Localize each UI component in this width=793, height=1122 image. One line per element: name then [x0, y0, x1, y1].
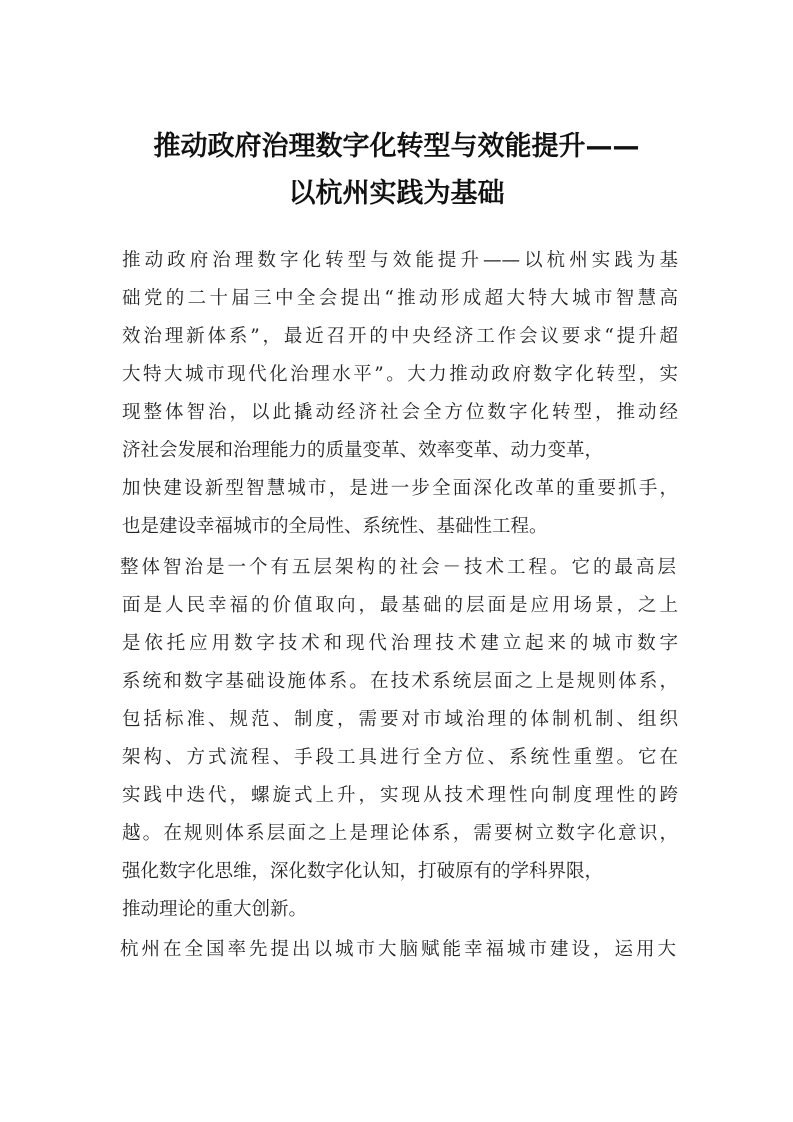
body-line: 推动政府治理数字化转型与效能提升——以杭州实践为基: [122, 250, 678, 271]
body-line: 越。在规则体系层面之上是理论体系，需要树立数字化意识，: [122, 823, 678, 844]
body-line: 系统和数字基础设施体系。在技术系统层面之上是规则体系，: [122, 671, 678, 692]
body-line: 也是建设幸福城市的全局性、系统性、基础性工程。: [122, 516, 548, 537]
body-line: 实践中迭代，螺旋式上升，实现从技术理性向制度理性的跨: [122, 785, 678, 806]
body-line: 杭州在全国率先提出以城市大脑赋能幸福城市建设，运用大: [120, 939, 676, 960]
body-line: 础党的二十届三中全会提出“推动形成超大特大城市智慧高: [122, 288, 678, 309]
body-line: 推动理论的重大创新。: [122, 899, 308, 920]
body-line: 加快建设新型智慧城市，是进一步全面深化改革的重要抓手，: [122, 478, 678, 499]
body-line: 面是人民幸福的价值取向，最基础的层面是应用场景，之上: [122, 595, 678, 616]
body-line: 包括标准、规范、制度，需要对市域治理的体制机制、组织: [122, 709, 678, 730]
body-line: 强化数字化思维，深化数字化认知，打破原有的学科界限，: [122, 861, 604, 882]
document-title-line-2: 以杭州实践为基础: [288, 178, 505, 209]
body-line: 架构、方式流程、手段工具进行全方位、系统性重塑。它在: [122, 747, 678, 768]
body-line: 效治理新体系”，最近召开的中央经济工作会议要求“提升超: [122, 326, 678, 347]
body-line: 是依托应用数字技术和现代治理技术建立起来的城市数字: [122, 633, 678, 654]
body-line: 济社会发展和治理能力的质量变革、效率变革、动力变革，: [122, 440, 604, 461]
body-line: 整体智治是一个有五层架构的社会－技术工程。它的最高层: [120, 557, 676, 578]
body-line: 大特大城市现代化治理水平”。大力推动政府数字化转型，实: [122, 364, 678, 385]
document-title-line-1: 推动政府治理数字化转型与效能提升——: [153, 131, 640, 162]
body-line: 现整体智治，以此撬动经济社会全方位数字化转型，推动经: [122, 402, 678, 423]
